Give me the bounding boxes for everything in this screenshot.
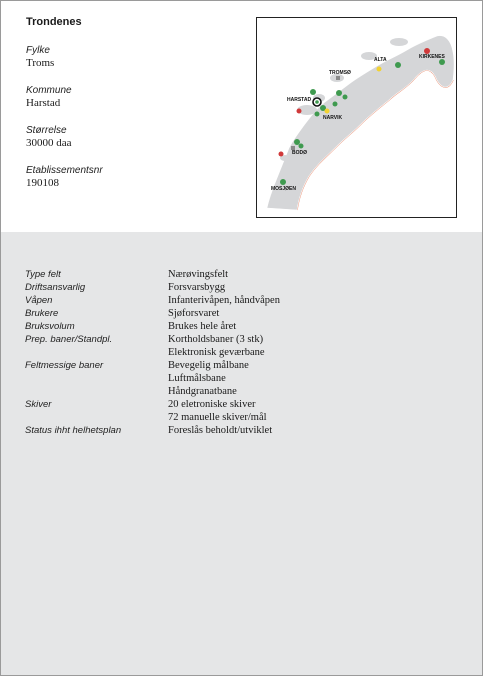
detail-value: Elektronisk geværbane [168,347,265,358]
table-row [25,424,280,437]
table-row [25,320,280,333]
table-row [25,359,280,398]
map-marker-green [280,179,286,185]
detail-key: Skiver [25,399,52,410]
map-marker-green [315,112,320,117]
detail-value: Infanterivåpen, håndvåpen [168,295,280,306]
detail-value: Sjøforsvaret [168,308,220,319]
map-marker-green [294,139,300,145]
table-row [25,333,280,359]
map-marker-yellow [377,67,382,72]
field-value-fylke: Troms [26,57,55,69]
detail-value: 20 eletroniske skiver [168,399,256,410]
field-label-etablissementsnr: Etablissementsnr [26,165,103,176]
map-label-narvik: NARVIK [323,115,343,121]
field-value-kommune: Harstad [26,97,61,109]
map-marker-green [395,62,401,68]
detail-value: Luftmålsbane [168,373,226,384]
map-marker-square [336,76,340,80]
detail-value: Forsvarsbygg [168,282,226,293]
map-marker-green [310,89,316,95]
field-value-storrelse: 30000 daa [26,137,72,149]
detail-value: Kortholdsbaner (3 stk) [168,334,264,345]
details-table [25,268,280,437]
map-marker-red [297,109,302,114]
page-title: Trondenes [26,16,82,28]
table-row [25,307,280,320]
map-marker-yellow [325,109,330,114]
detail-key: Feltmessige baner [25,360,104,371]
detail-key: Status ihht helhetsplan [25,425,122,436]
map-island [390,38,408,46]
map-label-alta: ALTA [374,57,387,63]
map-label-mosjoen: MOSJØEN [271,186,297,192]
map-marker-green [333,102,338,107]
location-map [256,17,457,218]
map-svg [257,18,456,217]
field-label-fylke: Fylke [26,45,50,56]
table-row [25,281,280,294]
table-row [25,294,280,307]
map-label-bodo: BODØ [292,150,307,156]
map-label-tromso: TROMSØ [329,70,351,76]
detail-value: Foreslås beholdt/utviklet [168,425,273,436]
detail-value: Nærøvingsfelt [168,269,229,280]
map-marker-green [343,95,348,100]
detail-value: Brukes hele året [168,321,237,332]
field-label-kommune: Kommune [26,85,72,96]
field-value-etablissementsnr: 190108 [26,177,59,189]
detail-key: Driftsansvarlig [25,282,86,293]
map-marker-green [299,144,304,149]
detail-value: Bevegelig målbane [168,360,249,371]
detail-key: Våpen [25,295,53,306]
detail-value: Håndgranatbane [168,386,237,397]
detail-key: Type felt [25,269,61,280]
table-row [25,268,280,281]
field-label-storrelse: Størrelse [26,125,67,136]
map-marker-green [336,90,342,96]
map-marker-selected-core [315,100,319,104]
detail-key: Brukere [25,308,59,319]
detail-key: Prep. baner/Standpl. [25,334,113,345]
map-marker-red [279,152,284,157]
map-land [267,36,454,210]
map-label-kirkenes: KIRKENES [419,54,445,60]
map-label-harstad: HARSTAD [287,97,312,103]
detail-key: Bruksvolum [25,321,75,332]
detail-value: 72 manuelle skiver/mål [168,412,267,423]
table-row [25,398,280,424]
